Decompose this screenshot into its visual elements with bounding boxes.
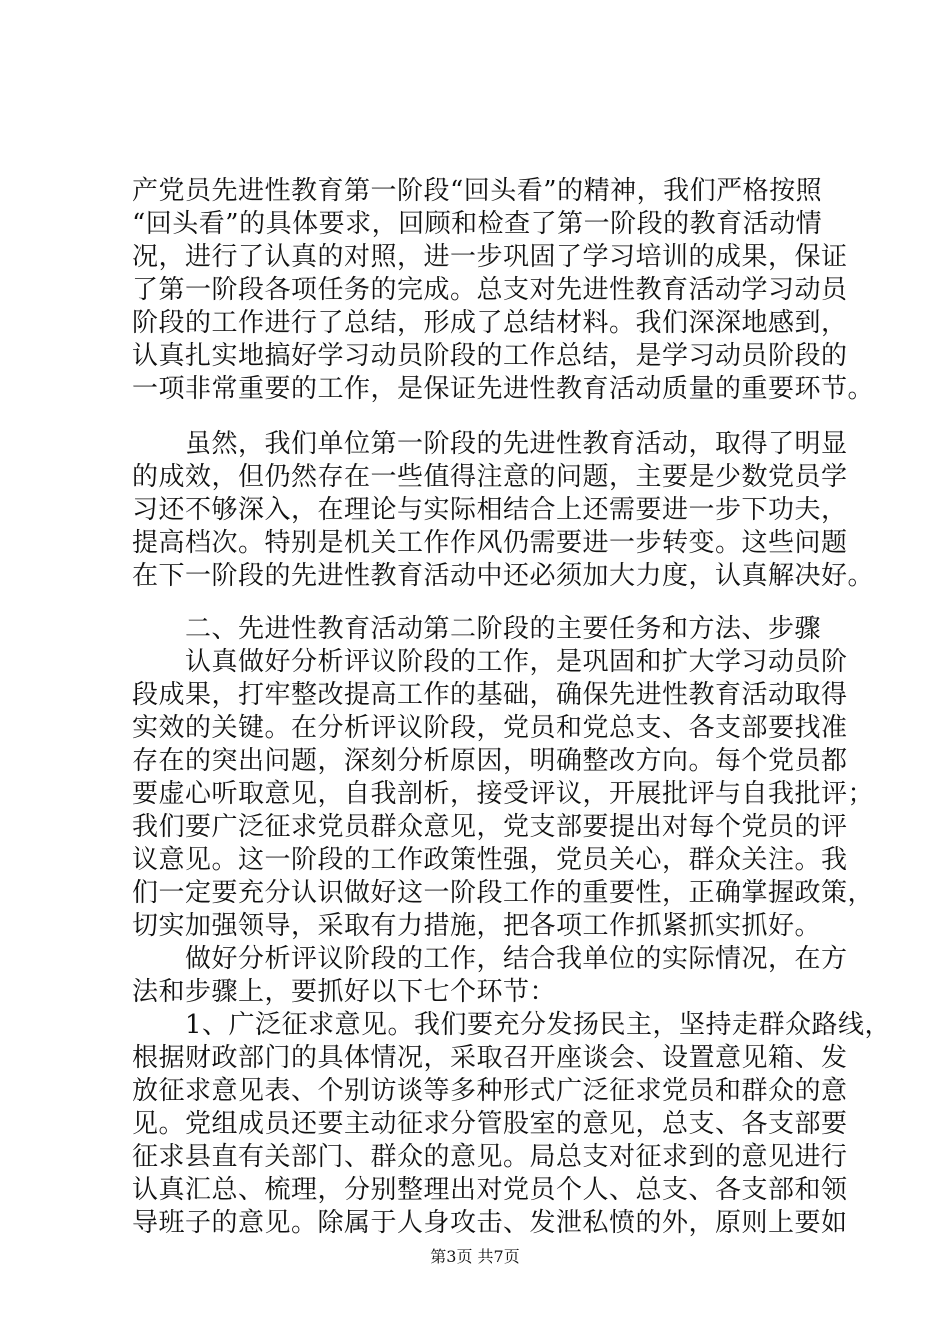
text-line: 我们要广泛征求党员群众意见，党支部要提出对每个党员的评 xyxy=(132,812,848,842)
text-line: 见。党组成员还要主动征求分管股室的意见，总支、各支部要 xyxy=(132,1109,848,1139)
text-line: 一项非常重要的工作，是保证先进性教育活动质量的重要环节。 xyxy=(132,374,875,404)
text-line: 们一定要充分认识做好这一阶段工作的重要性，正确掌握政策， xyxy=(132,878,875,908)
text-line: 产党员先进性教育第一阶段“回头看”的精神，我们严格按照 xyxy=(132,176,823,206)
text-line: 根据财政部门的具体情况，采取召开座谈会、设置意见箱、发 xyxy=(132,1043,848,1073)
text-line: 议意见。这一阶段的工作政策性强，党员关心，群众关注。我 xyxy=(132,845,848,875)
text-line: 阶段的工作进行了总结，形成了总结材料。我们深深地感到， xyxy=(132,308,848,338)
text-line: 要虚心听取意见，自我剖析，接受评议，开展批评与自我批评； xyxy=(132,779,875,809)
text-line: 认真扎实地搞好学习动员阶段的工作总结，是学习动员阶段的 xyxy=(132,341,848,371)
text-line: 征求县直有关部门、群众的意见。局总支对征求到的意见进行 xyxy=(132,1142,848,1172)
text-line: 做好分析评议阶段的工作，结合我单位的实际情况，在方 xyxy=(132,944,848,974)
page-number: 第3页 共7页 xyxy=(430,1247,520,1266)
text-line: 切实加强领导，采取有力措施，把各项工作抓紧抓实抓好。 xyxy=(132,911,822,941)
text-line: 放征求意见表、个别访谈等多种形式广泛征求党员和群众的意 xyxy=(132,1076,848,1106)
text-line: 认真做好分析评议阶段的工作，是巩固和扩大学习动员阶 xyxy=(132,647,848,677)
text-line: 在下一阶段的先进性教育活动中还必须加大力度，认真解决好。 xyxy=(132,561,875,591)
text-line: 习还不够深入，在理论与实际相结合上还需要进一步下功夫， xyxy=(132,495,848,525)
text-line: “回头看”的具体要求，回顾和检查了第一阶段的教育活动情 xyxy=(132,209,823,239)
text-line: 虽然，我们单位第一阶段的先进性教育活动，取得了明显 xyxy=(132,429,848,459)
text-line: 法和步骤上，要抓好以下七个环节： xyxy=(132,977,557,1007)
text-line: 的成效，但仍然存在一些值得注意的问题，主要是少数党员学 xyxy=(132,462,848,492)
text-line: 存在的突出问题，深刻分析原因，明确整改方向。每个党员都 xyxy=(132,746,848,776)
text-line: 导班子的意见。除属于人身攻击、发泄私愤的外，原则上要如 xyxy=(132,1208,848,1238)
text-line: 段成果，打牢整改提高工作的基础，确保先进性教育活动取得 xyxy=(132,680,848,710)
text-line: 认真汇总、梳理，分别整理出对党员个人、总支、各支部和领 xyxy=(132,1175,848,1205)
text-line: 况，进行了认真的对照，进一步巩固了学习培训的成果，保证 xyxy=(132,242,848,272)
text-line: 1、广泛征求意见。我们要充分发扬民主，坚持走群众路线， xyxy=(132,1010,892,1040)
text-line: 了第一阶段各项任务的完成。总支对先进性教育活动学习动员 xyxy=(132,275,848,305)
text-line: 提高档次。特别是机关工作作风仍需要进一步转变。这些问题 xyxy=(132,528,848,558)
section-heading: 二、先进性教育活动第二阶段的主要任务和方法、步骤 xyxy=(132,614,822,644)
text-line: 实效的关键。在分析评议阶段，党员和党总支、各支部要找准 xyxy=(132,713,848,743)
